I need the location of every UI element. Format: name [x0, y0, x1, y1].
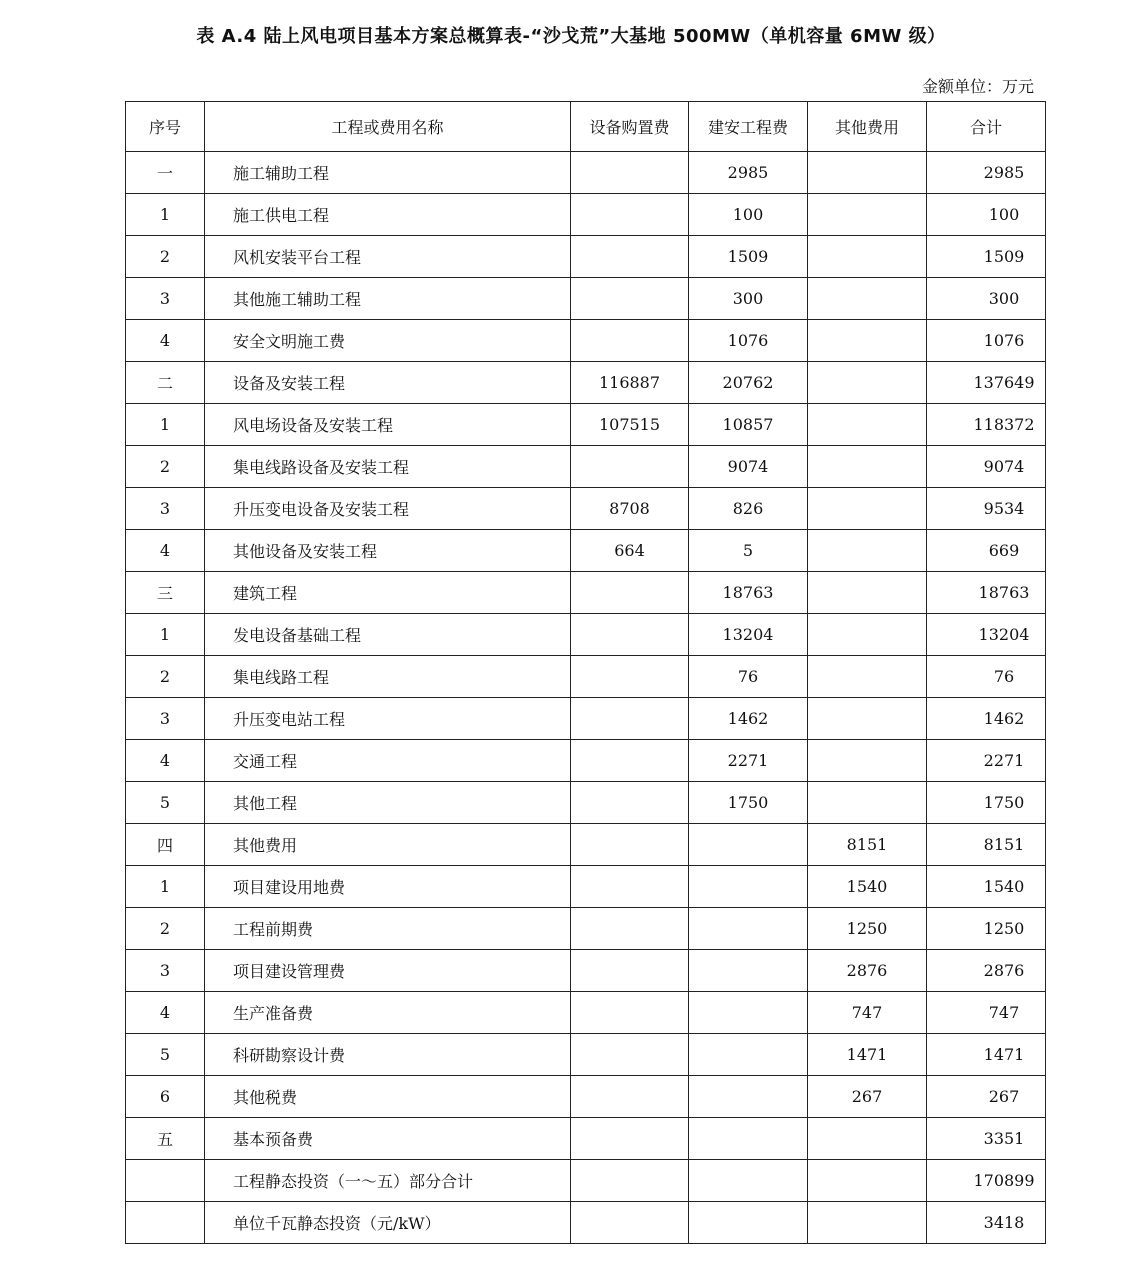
cell-build: 76	[689, 656, 808, 698]
table-row	[126, 1118, 1046, 1160]
cell-equip	[571, 908, 689, 950]
cell-total: 2271	[927, 740, 1046, 782]
cell-no: 5	[126, 782, 205, 824]
cell-build: 1462	[689, 698, 808, 740]
cell-equip	[571, 194, 689, 236]
table-row	[126, 782, 1046, 824]
cell-name: 风电场设备及安装工程	[205, 404, 571, 446]
cell-build: 5	[689, 530, 808, 572]
col-header-no: 序号	[126, 102, 205, 152]
cell-other	[808, 194, 927, 236]
cell-total: 13204	[927, 614, 1046, 656]
table-row	[126, 908, 1046, 950]
table-header	[126, 102, 1046, 152]
cell-build: 100	[689, 194, 808, 236]
cell-total: 300	[927, 278, 1046, 320]
cell-equip	[571, 992, 689, 1034]
cell-other	[808, 320, 927, 362]
cell-total: 267	[927, 1076, 1046, 1118]
cell-other	[808, 740, 927, 782]
cell-no: 4	[126, 320, 205, 362]
table-row	[126, 152, 1046, 194]
cell-total: 2876	[927, 950, 1046, 992]
cell-build: 18763	[689, 572, 808, 614]
cell-equip: 107515	[571, 404, 689, 446]
cell-name: 发电设备基础工程	[205, 614, 571, 656]
cell-name: 升压变电站工程	[205, 698, 571, 740]
cell-build: 300	[689, 278, 808, 320]
cell-other	[808, 782, 927, 824]
cell-build	[689, 908, 808, 950]
cell-equip	[571, 278, 689, 320]
table-row	[126, 614, 1046, 656]
cell-name: 工程前期费	[205, 908, 571, 950]
cell-no: 2	[126, 908, 205, 950]
cell-other	[808, 362, 927, 404]
cell-equip	[571, 1076, 689, 1118]
cell-other	[808, 446, 927, 488]
cell-no: 6	[126, 1076, 205, 1118]
cell-name: 交通工程	[205, 740, 571, 782]
cell-equip	[571, 1118, 689, 1160]
cell-total: 1509	[927, 236, 1046, 278]
cell-name: 施工辅助工程	[205, 152, 571, 194]
cell-equip	[571, 866, 689, 908]
cell-build	[689, 992, 808, 1034]
cell-name: 集电线路工程	[205, 656, 571, 698]
cell-other: 1250	[808, 908, 927, 950]
cell-other	[808, 1160, 927, 1202]
cell-name: 工程静态投资（一～五）部分合计	[205, 1160, 571, 1202]
table-row	[126, 530, 1046, 572]
cell-name: 风机安装平台工程	[205, 236, 571, 278]
cell-no: 2	[126, 236, 205, 278]
cell-no: 1	[126, 404, 205, 446]
cell-build: 10857	[689, 404, 808, 446]
cell-total: 1540	[927, 866, 1046, 908]
cell-build	[689, 950, 808, 992]
cell-equip	[571, 824, 689, 866]
cell-no: 4	[126, 530, 205, 572]
cell-no: 四	[126, 824, 205, 866]
cell-build	[689, 1202, 808, 1244]
cell-no: 3	[126, 698, 205, 740]
cell-build	[689, 1034, 808, 1076]
cell-equip: 8708	[571, 488, 689, 530]
cell-no: 4	[126, 992, 205, 1034]
cell-build	[689, 866, 808, 908]
col-header-other: 其他费用	[808, 102, 927, 152]
cell-other	[808, 656, 927, 698]
header-row	[126, 102, 1046, 152]
table-row	[126, 404, 1046, 446]
cell-name: 施工供电工程	[205, 194, 571, 236]
cell-no: 1	[126, 866, 205, 908]
cell-build: 13204	[689, 614, 808, 656]
cell-other	[808, 1202, 927, 1244]
cell-total: 118372	[927, 404, 1046, 446]
cell-name: 生产准备费	[205, 992, 571, 1034]
cell-equip	[571, 152, 689, 194]
cell-no	[126, 1202, 205, 1244]
cell-name: 其他税费	[205, 1076, 571, 1118]
cell-name: 其他施工辅助工程	[205, 278, 571, 320]
cell-build: 2985	[689, 152, 808, 194]
cell-equip	[571, 320, 689, 362]
table-row	[126, 698, 1046, 740]
cell-name: 基本预备费	[205, 1118, 571, 1160]
cell-equip	[571, 614, 689, 656]
cell-other	[808, 236, 927, 278]
cell-build: 826	[689, 488, 808, 530]
cell-no: 1	[126, 614, 205, 656]
table-row	[126, 362, 1046, 404]
table-row	[126, 740, 1046, 782]
cell-equip	[571, 656, 689, 698]
cell-other: 747	[808, 992, 927, 1034]
cell-name: 科研勘察设计费	[205, 1034, 571, 1076]
cell-other	[808, 614, 927, 656]
cell-name: 设备及安装工程	[205, 362, 571, 404]
cell-other	[808, 572, 927, 614]
table-row	[126, 824, 1046, 866]
budget-table	[125, 101, 1046, 1244]
cell-other	[808, 530, 927, 572]
cell-no: 1	[126, 194, 205, 236]
cell-build	[689, 1160, 808, 1202]
cell-name: 单位千瓦静态投资（元/kW）	[205, 1202, 571, 1244]
cell-name: 项目建设管理费	[205, 950, 571, 992]
cell-other: 1471	[808, 1034, 927, 1076]
cell-total: 76	[927, 656, 1046, 698]
cell-other	[808, 488, 927, 530]
cell-equip	[571, 740, 689, 782]
cell-equip	[571, 446, 689, 488]
table-row	[126, 236, 1046, 278]
cell-build: 1509	[689, 236, 808, 278]
cell-total: 137649	[927, 362, 1046, 404]
table-title: 表 A.4 陆上风电项目基本方案总概算表-“沙戈荒”大基地 500MW（单机容量 6MW 级）	[196, 26, 946, 47]
cell-equip	[571, 1202, 689, 1244]
cell-other	[808, 152, 927, 194]
cell-total: 2985	[927, 152, 1046, 194]
cell-build: 1076	[689, 320, 808, 362]
cell-equip	[571, 236, 689, 278]
cell-total: 1471	[927, 1034, 1046, 1076]
cell-equip	[571, 950, 689, 992]
cell-no: 2	[126, 656, 205, 698]
cell-total: 3351	[927, 1118, 1046, 1160]
cell-build	[689, 824, 808, 866]
cell-other: 2876	[808, 950, 927, 992]
table-row	[126, 1160, 1046, 1202]
cell-total: 3418	[927, 1202, 1046, 1244]
cell-total: 8151	[927, 824, 1046, 866]
table-row	[126, 656, 1046, 698]
table-row	[126, 488, 1046, 530]
cell-name: 项目建设用地费	[205, 866, 571, 908]
cell-name: 升压变电设备及安装工程	[205, 488, 571, 530]
cell-equip	[571, 1034, 689, 1076]
cell-build: 20762	[689, 362, 808, 404]
cell-name: 安全文明施工费	[205, 320, 571, 362]
cell-name: 其他设备及安装工程	[205, 530, 571, 572]
col-header-build: 建安工程费	[689, 102, 808, 152]
cell-no: 2	[126, 446, 205, 488]
cell-equip	[571, 698, 689, 740]
cell-name: 其他工程	[205, 782, 571, 824]
cell-build: 1750	[689, 782, 808, 824]
cell-no: 3	[126, 278, 205, 320]
cell-no: 3	[126, 488, 205, 530]
table-row	[126, 950, 1046, 992]
cell-total: 669	[927, 530, 1046, 572]
cell-total: 1750	[927, 782, 1046, 824]
table-body	[126, 152, 1046, 1244]
cell-total: 100	[927, 194, 1046, 236]
cell-equip	[571, 782, 689, 824]
cell-total: 18763	[927, 572, 1046, 614]
cell-build	[689, 1118, 808, 1160]
table-row	[126, 572, 1046, 614]
table-row	[126, 320, 1046, 362]
cell-total: 747	[927, 992, 1046, 1034]
cell-no	[126, 1160, 205, 1202]
col-header-equip: 设备购置费	[571, 102, 689, 152]
cell-total: 1462	[927, 698, 1046, 740]
cell-total: 1250	[927, 908, 1046, 950]
cell-total: 9074	[927, 446, 1046, 488]
col-header-name: 工程或费用名称	[205, 102, 571, 152]
cell-no: 一	[126, 152, 205, 194]
cell-equip: 664	[571, 530, 689, 572]
cell-build: 9074	[689, 446, 808, 488]
cell-total: 1076	[927, 320, 1046, 362]
cell-name: 其他费用	[205, 824, 571, 866]
cell-no: 5	[126, 1034, 205, 1076]
cell-total: 9534	[927, 488, 1046, 530]
cell-build: 2271	[689, 740, 808, 782]
cell-no: 五	[126, 1118, 205, 1160]
cell-other: 8151	[808, 824, 927, 866]
cell-other	[808, 698, 927, 740]
col-header-total: 合计	[927, 102, 1046, 152]
cell-total: 170899	[927, 1160, 1046, 1202]
table-row	[126, 1076, 1046, 1118]
cell-other	[808, 278, 927, 320]
cell-equip	[571, 1160, 689, 1202]
unit-label: 金额单位：万元	[921, 77, 1034, 96]
table-row	[126, 992, 1046, 1034]
cell-other: 1540	[808, 866, 927, 908]
cell-no: 二	[126, 362, 205, 404]
cell-other	[808, 404, 927, 446]
table-row	[126, 1202, 1046, 1244]
cell-no: 三	[126, 572, 205, 614]
table-row	[126, 1034, 1046, 1076]
cell-no: 4	[126, 740, 205, 782]
table-row	[126, 194, 1046, 236]
cell-no: 3	[126, 950, 205, 992]
cell-equip	[571, 572, 689, 614]
cell-other: 267	[808, 1076, 927, 1118]
cell-name: 集电线路设备及安装工程	[205, 446, 571, 488]
table-row	[126, 278, 1046, 320]
table-row	[126, 866, 1046, 908]
cell-other	[808, 1118, 927, 1160]
table-row	[126, 446, 1046, 488]
cell-name: 建筑工程	[205, 572, 571, 614]
cell-build	[689, 1076, 808, 1118]
cell-equip: 116887	[571, 362, 689, 404]
